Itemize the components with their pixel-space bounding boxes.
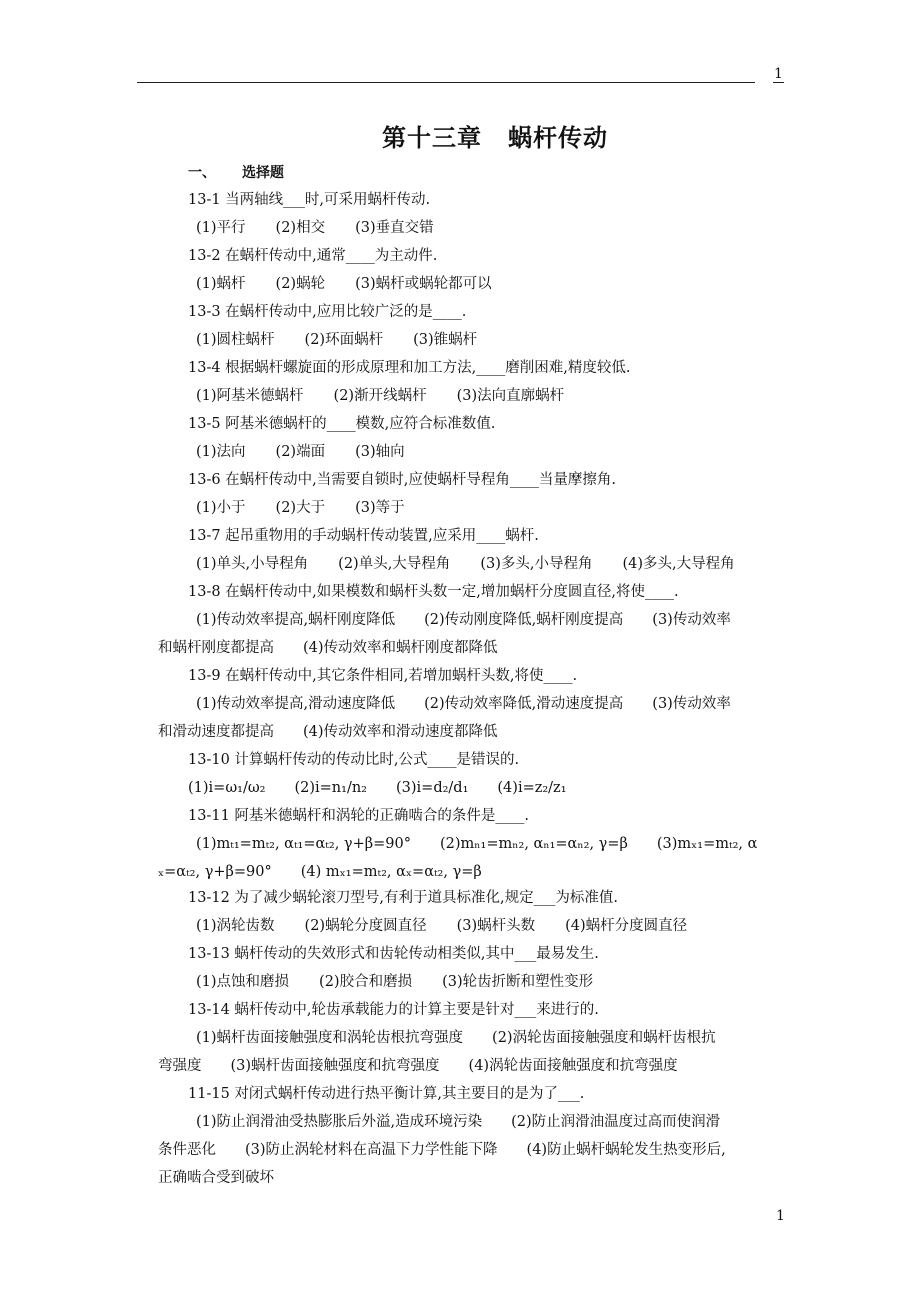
option: (2)胶合和磨损 [319,974,413,990]
question-options [0,442,920,462]
option: (2)端面 [275,444,326,460]
option: (2)蜗轮 [275,276,326,292]
option: (1)阿基米德蜗杆 [196,388,304,404]
question-options [0,972,920,992]
question-stem: 13-13 蜗杆传动的失效形式和齿轮传动相类似,其中___最易发生. [188,946,599,962]
option: (4)多头,大导程角 [622,556,735,572]
question-options [0,554,920,574]
footer-page-number: 1 [776,1208,785,1224]
question-options [0,916,920,936]
option: (1)平行 [196,220,246,236]
question-options-line: 和滑动速度都提高 (4)传动效率和滑动速度都降低 [158,724,498,740]
question-stem: 13-8 在蜗杆传动中,如果模数和蜗杆头数一定,增加蜗杆分度圆直径,将使____. [188,584,679,600]
option: (1)小于 [196,500,246,516]
question-options [0,330,920,350]
option: (2)相交 [275,220,326,236]
question-options-line: (1)传动效率提高,蜗杆刚度降低 (2)传动刚度降低,蜗杆刚度提高 (3)传动效率 [196,612,731,628]
question-stem: 13-12 为了减少蜗轮滚刀型号,有利于道具标准化,规定___为标准值. [188,890,618,906]
question-options [0,218,920,238]
question-options-line: ₓ=αₜ₂, γ+β=90° (4) mₓ₁=mₜ₂, αₓ=αₜ₂, γ=β [158,864,482,880]
question-stem: 13-2 在蜗杆传动中,通常____为主动件. [188,248,438,264]
option: (2)大于 [275,500,326,516]
option: (2)环面蜗杆 [304,332,384,348]
option: (2)单头,大导程角 [338,556,451,572]
section-label: 选择题 [242,165,284,181]
question-options-line: (1)传动效率提高,滑动速度降低 (2)传动效率降低,滑动速度提高 (3)传动效率 [196,696,731,712]
question-options [0,274,920,294]
option: (3)蜗杆或蜗轮都可以 [355,276,492,292]
option: (3)多头,小导程角 [480,556,593,572]
question-stem: 13-9 在蜗杆传动中,其它条件相同,若增加蜗杆头数,将使____. [188,668,578,684]
chapter-title [0,118,920,153]
question-stem: 13-4 根据蜗杆螺旋面的形成原理和加工方法,____磨削困难,精度较低. [188,360,631,376]
question-options-line: 正确啮合受到破坏 [158,1170,274,1186]
option: (2)渐开线蜗杆 [333,388,427,404]
question-options-line: (1)mₜ₁=mₜ₂, αₜ₁=αₜ₂, γ+β=90° (2)mₙ₁=mₙ₂, αₙ₁=αₙ₂, γ=β (3)mₓ₁=mₜ₂, α [196,836,758,852]
option: (3)轮齿折断和塑性变形 [442,974,594,990]
question-stem: 13-14 蜗杆传动中,轮齿承载能力的计算主要是针对___来进行的. [188,1002,599,1018]
question-stem: 13-6 在蜗杆传动中,当需要自锁时,应使蜗杆导程角____当量摩擦角. [188,472,617,488]
section-number: 一、 [188,165,216,181]
question-stem: 13-7 起吊重物用的手动蜗杆传动装置,应采用____蜗杆. [188,528,539,544]
option: (1)圆柱蜗杆 [196,332,275,348]
question-options [0,386,920,406]
option: (1)单头,小导程角 [196,556,309,572]
option: (3)蜗杆头数 [456,918,536,934]
question-stem: 13-10 计算蜗杆传动的传动比时,公式____是错误的. [188,752,520,768]
question-stem: 13-3 在蜗杆传动中,应用比较广泛的是____. [188,304,467,320]
option: (2)蜗轮分度圆直径 [304,918,427,934]
option: (1)涡轮齿数 [196,918,275,934]
question-formula-line: (1)i=ω₁/ω₂ (2)i=n₁/n₂ (3)i=d₂/d₁ (4)i=z₂/z₁ [188,780,567,796]
option: (3)轴向 [355,444,405,460]
option: (3)垂直交错 [355,220,434,236]
question-stem: 11-15 对闭式蜗杆传动进行热平衡计算,其主要目的是为了___. [188,1086,585,1102]
question-stem: 13-1 当两轴线___时,可采用蜗杆传动. [188,192,431,208]
header-page-number: 1 [774,66,783,82]
question-stem: 13-5 阿基米德蜗杆的____模数,应符合标准数值. [188,416,496,432]
question-options-line: (1)防止润滑油受热膨胀后外溢,造成环境污染 (2)防止润滑油温度过高而使润滑 [196,1114,721,1130]
header-rule [137,82,755,83]
question-stem: 13-11 阿基米德蜗杆和涡轮的正确啮合的条件是____. [188,808,530,824]
question-options-line: 和蜗杆刚度都提高 (4)传动效率和蜗杆刚度都降低 [158,640,498,656]
option: (1)点蚀和磨损 [196,974,290,990]
chapter-number: 第十三章 [382,123,482,152]
option: (4)蜗杆分度圆直径 [565,918,688,934]
option: (1)蜗杆 [196,276,246,292]
question-options-line: 弯强度 (3)蜗杆齿面接触强度和抗弯强度 (4)涡轮齿面接触强度和抗弯强度 [158,1058,678,1074]
question-options [0,498,920,518]
option: (3)法向直廓蜗杆 [456,388,565,404]
option: (1)法向 [196,444,246,460]
option: (3)等于 [355,500,405,516]
section-heading [188,162,284,182]
option: (3)锥蜗杆 [413,332,478,348]
question-options-line: 条件恶化 (3)防止涡轮材料在高温下力学性能下降 (4)防止蜗杆蜗轮发生热变形后, [158,1142,726,1158]
question-options-line: (1)蜗杆齿面接触强度和涡轮齿根抗弯强度 (2)涡轮齿面接触强度和蜗杆齿根抗 [196,1030,716,1046]
chapter-name: 蜗杆传动 [508,123,608,152]
